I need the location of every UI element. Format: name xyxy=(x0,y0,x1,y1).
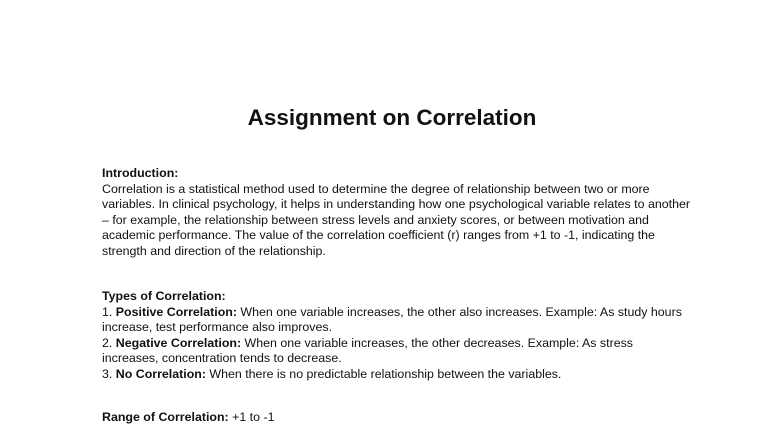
introduction-paragraph: Correlation is a statistical method used to determine the degree of relationship between two or more variables. In clinical psychology, it helps in understanding how one psychological variable relates to another – for example, the relationship between stress levels and anxiety scores, or between motivation and academic performance. The value of the correlation coefficient (r) ranges from +1 to -1, indicating the strength and direction of the relationship. xyxy=(102,181,690,258)
list-item-term: No Correlation: xyxy=(115,366,206,381)
list-item-number: 3. xyxy=(102,366,116,381)
range-label: Range of Correlation: xyxy=(102,410,229,424)
list-item xyxy=(102,305,692,336)
list-item-text: When one variable increases, the other decreases. Example: As stress increases, concentration tends to decrease. xyxy=(102,335,633,366)
introduction-heading: Introduction: xyxy=(102,166,179,180)
list-item-number: 2. xyxy=(102,335,116,350)
list-item xyxy=(102,336,692,367)
list-item-text: When one variable increases, the other also increases. Example: As study hours increase, test performance also improves. xyxy=(102,304,682,335)
list-item-term: Negative Correlation: xyxy=(115,335,242,350)
list-item-term: Positive Correlation: xyxy=(115,304,237,319)
types-heading: Types of Correlation: xyxy=(102,289,226,303)
range-section xyxy=(102,410,692,426)
list-item-number: 1. xyxy=(102,304,116,319)
page-title: Assignment on Correlation xyxy=(247,105,537,130)
range-value: +1 to -1 xyxy=(228,410,275,424)
introduction-section xyxy=(102,166,692,260)
list-item xyxy=(102,367,692,383)
types-section xyxy=(102,289,692,383)
list-item-text: When there is no predictable relationship between the variables. xyxy=(205,366,562,381)
